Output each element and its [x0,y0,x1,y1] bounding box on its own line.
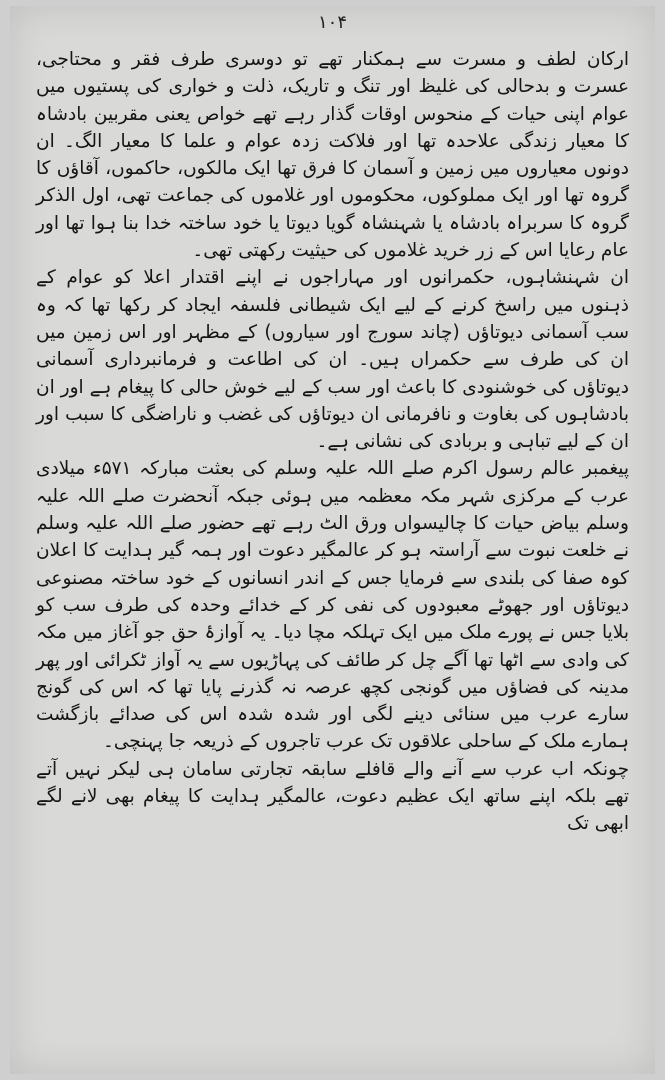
paragraph-2: ان شہنشاہوں، حکمرانوں اور مہاراجوں نے اپنے اقتدار اعلا کو عوام کے ذہنوں میں راسخ کرنے کے لیے ایک شیطانی فلسفہ ایجاد کر رکھا تھا کہ وہ سب آسمانی دیوتاؤں (چاند سورج اور سیاروں) کے مظہر اور اس زمین میں ان کی طرف سے حکمراں ہیں۔ ان کی اطاعت و فرمانبرداری آسمانی دیوتاؤں کی خوشنودی کا باعث اور سب کے لیے خوش حالی کا پیغام ہے اور ان بادشاہوں کی بغاوت و نافرمانی ان دیوتاؤں کی غضب و ناراضگی کا سبب اور ان کے لیے تباہی و بربادی کی نشانی ہے۔ [36,267,629,453]
paragraph-1: ارکان لطف و مسرت سے ہمکنار تھے تو دوسری طرف فقر و محتاجی، عسرت و بدحالی کی غلیظ اور تنگ و تاریک، ذلت و خواری کی پستیوں میں عوام اپنی حیات کے منحوس اوقات گذار رہے تھے خواص یعنی مقربین بادشاہ کا معیار زندگی علاحدہ تھا اور فلاکت زدہ عوام و علما کا معیار الگ۔ ان دونوں معیاروں میں زمین و آسمان کا فرق تھا ایک مالکوں، حاکموں، آقاؤں کا گروہ تھا اور ایک مملوکوں، محکوموں اور غلاموں کی جماعت تھی، اول الذکر گروہ کا سربراہ بادشاہ یا شہنشاہ گویا دیوتا یا خود ساختہ خدا بنا ہوا تھا اور عام رعایا اس کے زر خرید غلاموں کی حیثیت رکھتی تھی۔ [36,49,629,262]
body-text [36,46,629,838]
paragraph-3: پیغمبر عالم رسول اکرم صلے اللہ علیہ وسلم کی بعثت مبارکہ ۵۷۱ء میلادی عرب کے مرکزی شہر مکہ معظمہ میں ہوئی جبکہ آنحضرت صلے اللہ علیہ وسلم بیاض حیات کا چالیسواں ورق الٹ رہے تھے حضور صلے اللہ علیہ وسلم نے خلعت نبوت سے آراستہ ہو کر عالمگیر دعوت اور ہمہ گیر ہدایت کا اعلان کوہ صفا کی بلندی سے فرمایا جس کے اندر انسانوں کے خود ساختہ مصنوعی دیوتاؤں اور جھوٹے معبودوں کی نفی کر کے خدائے وحدہ کی طرف سب کو بلایا جس نے پورے ملک میں ایک تہلکہ مچا دیا۔ یہ آوازۂ حق جو آغاز میں مکہ کی وادی سے اٹھا تھا آگے چل کر طائف کی پہاڑیوں سے یہ آواز ٹکرائی اور پھر مدینہ کی فضاؤں میں گونجی کچھ عرصہ نہ گذرنے پایا تھا کہ اس کی گونج سارے عرب میں سنائی دینے لگی اور شدہ شدہ اس کی صدائے بازگشت ہمارے ملک کے ساحلی علاقوں تک عرب تاجروں کے ذریعہ جا پہنچی۔ [36,458,629,753]
page-number: ١٠۴ [317,12,347,33]
paragraph-4: چونکہ اب عرب سے آنے والے قافلے سابقہ تجارتی سامان ہی لیکر نہیں آتے تھے بلکہ اپنے ساتھ ایک عظیم دعوت، عالمگیر ہدایت کا پیغام بھی لانے لگے ابھی تک [36,758,629,835]
book-page [10,6,655,1074]
